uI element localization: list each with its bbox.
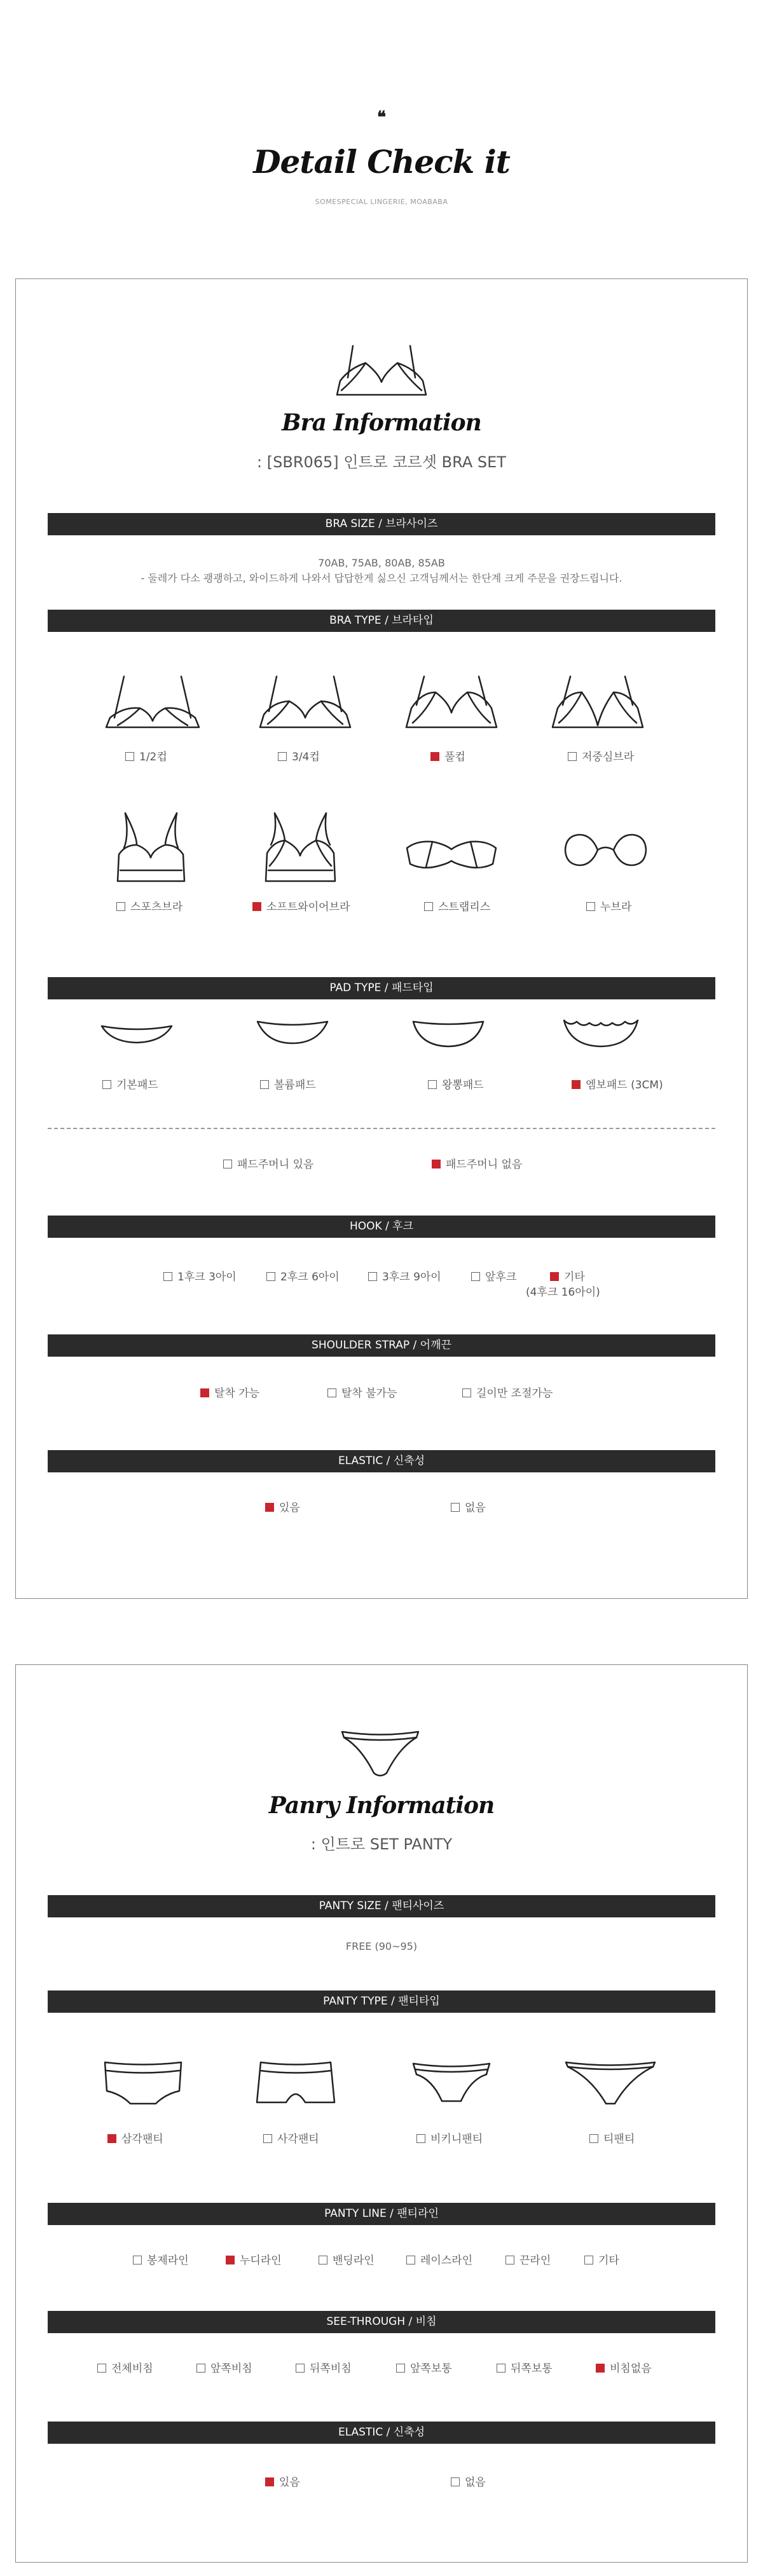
pad-type-option[interactable]: 볼륨패드 bbox=[260, 1079, 316, 1092]
nubra-icon bbox=[563, 831, 649, 869]
see-through-option[interactable]: 전체비침 bbox=[97, 2362, 153, 2375]
bra-type-option[interactable]: 풀컵 bbox=[430, 751, 465, 764]
pad-pocket-option[interactable]: 패드주머니 없음 bbox=[432, 1158, 522, 1171]
pad-type-option[interactable]: 왕뽕패드 bbox=[428, 1079, 484, 1092]
bikini-panty-icon bbox=[410, 2060, 493, 2105]
checkbox[interactable] bbox=[568, 752, 577, 761]
boxer-panty-icon bbox=[254, 2059, 337, 2107]
bra-type-option[interactable]: 스트랩리스 bbox=[424, 901, 490, 914]
panty-line-option[interactable]: 기타 bbox=[584, 2254, 619, 2267]
soft-wire-bra-icon bbox=[261, 810, 340, 883]
three-quarter-cup-bra-icon bbox=[258, 673, 353, 730]
panty-line-option[interactable]: 누디라인 bbox=[226, 2254, 282, 2267]
panty-header-icon bbox=[339, 1729, 422, 1779]
push-up-pad-icon bbox=[410, 1017, 486, 1048]
see-through-option[interactable]: 뒤쪽보통 bbox=[497, 2362, 553, 2375]
checkbox[interactable] bbox=[260, 1080, 269, 1089]
hook-option[interactable]: 앞후크 bbox=[471, 1271, 516, 1284]
checkbox[interactable] bbox=[278, 752, 287, 761]
shoulder-strap-bar: SHOULDER STRAP / 어깨끈 bbox=[48, 1334, 715, 1357]
strap-option[interactable]: 길이만 조절가능 bbox=[462, 1387, 553, 1400]
checkbox[interactable] bbox=[497, 2364, 505, 2373]
panty-type-option[interactable]: 비키니팬티 bbox=[416, 2133, 483, 2146]
checkbox[interactable] bbox=[102, 1080, 111, 1089]
checkbox[interactable] bbox=[406, 2256, 415, 2264]
checkbox[interactable] bbox=[451, 1503, 460, 1512]
panty-type-option[interactable]: 삼각팬티 bbox=[107, 2133, 163, 2146]
see-through-option[interactable]: 뒤쪽비침 bbox=[296, 2362, 352, 2375]
checkbox[interactable] bbox=[424, 902, 433, 911]
volume-pad-icon bbox=[254, 1017, 331, 1045]
checkbox[interactable] bbox=[462, 1388, 471, 1397]
bra-product-name: : [SBR065] 인트로 코르셋 BRA SET bbox=[257, 453, 506, 471]
panty-type-option[interactable]: 티팬티 bbox=[589, 2133, 635, 2146]
checkbox[interactable] bbox=[266, 1272, 275, 1281]
see-through-option[interactable]: 앞쪽보통 bbox=[396, 2362, 452, 2375]
see-through-option[interactable]: 비침없음 bbox=[596, 2362, 652, 2375]
checkbox-checked[interactable] bbox=[200, 1388, 209, 1397]
checkbox[interactable] bbox=[327, 1388, 336, 1397]
checkbox-checked[interactable] bbox=[572, 1080, 581, 1089]
page-subtitle: SOMESPECIAL LINGERIE, MOABABA bbox=[315, 198, 448, 206]
checkbox[interactable] bbox=[471, 1272, 480, 1281]
checkbox[interactable] bbox=[428, 1080, 437, 1089]
sports-bra-icon bbox=[111, 810, 191, 883]
checkbox-checked[interactable] bbox=[107, 2134, 116, 2143]
basic-pad-icon bbox=[99, 1020, 175, 1045]
checkbox[interactable] bbox=[97, 2364, 106, 2373]
elastic-bar: ELASTIC / 신축성 bbox=[48, 1450, 715, 1472]
checkbox[interactable] bbox=[451, 2477, 460, 2486]
panty-line-option[interactable]: 레이스라인 bbox=[406, 2254, 472, 2267]
panty-product-name: : 인트로 SET PANTY bbox=[310, 1835, 453, 1853]
t-back-panty-icon bbox=[563, 2059, 658, 2107]
checkbox[interactable] bbox=[196, 2364, 205, 2373]
panty-line-option[interactable]: 봉제라인 bbox=[133, 2254, 189, 2267]
checkbox-checked[interactable] bbox=[550, 1272, 559, 1281]
panty-information-panel bbox=[15, 1664, 748, 2563]
dashed-divider bbox=[48, 1128, 715, 1129]
bra-type-option[interactable]: 누브라 bbox=[586, 901, 631, 914]
checkbox[interactable] bbox=[586, 902, 595, 911]
strap-option[interactable]: 탈착 가능 bbox=[200, 1387, 259, 1400]
panty-line-bar: PANTY LINE / 팬티라인 bbox=[48, 2203, 715, 2225]
bra-information-panel bbox=[15, 278, 748, 1599]
strap-option[interactable]: 탈착 불가능 bbox=[327, 1387, 397, 1400]
bra-type-option[interactable]: 1/2컵 bbox=[125, 751, 167, 764]
pad-pocket-option[interactable]: 패드주머니 있음 bbox=[223, 1158, 313, 1171]
elastic-option[interactable]: 있음 bbox=[265, 1502, 300, 1514]
hook-extra-note: (4후크 16아이) bbox=[526, 1286, 600, 1299]
pad-type-option[interactable]: 엠보패드 (3CM) bbox=[572, 1079, 663, 1092]
strapless-bra-icon bbox=[404, 835, 499, 870]
hook-option[interactable]: 3후크 9아이 bbox=[368, 1271, 441, 1284]
bra-sizes: 70AB, 75AB, 80AB, 85AB bbox=[318, 557, 445, 569]
checkbox[interactable] bbox=[368, 1272, 377, 1281]
checkbox-checked[interactable] bbox=[432, 1160, 441, 1168]
checkbox[interactable] bbox=[296, 2364, 305, 2373]
low-center-bra-icon bbox=[550, 673, 645, 730]
checkbox[interactable] bbox=[163, 1272, 172, 1281]
panty-type-option[interactable]: 사각팬티 bbox=[263, 2133, 319, 2146]
checkbox[interactable] bbox=[133, 2256, 142, 2264]
bra-type-bar: BRA TYPE / 브라타입 bbox=[48, 610, 715, 632]
bra-size-note: - 둘레가 다소 괭괭하고, 와이드하게 나와서 답답한게 싫으신 고객님께서는 한단계 크게 주문을 권장드립니다. bbox=[141, 572, 622, 584]
see-through-option[interactable]: 앞쪽비침 bbox=[196, 2362, 252, 2375]
hook-option[interactable]: 1후크 3아이 bbox=[163, 1271, 237, 1284]
page-title: Detail Check it bbox=[253, 143, 510, 181]
panty-elastic-option[interactable]: 있음 bbox=[265, 2476, 300, 2489]
checkbox[interactable] bbox=[589, 2134, 598, 2143]
checkbox[interactable] bbox=[319, 2256, 327, 2264]
checkbox[interactable] bbox=[396, 2364, 405, 2373]
see-through-bar: SEE-THROUGH / 비침 bbox=[48, 2311, 715, 2333]
bra-header-icon bbox=[334, 343, 429, 397]
checkbox[interactable] bbox=[223, 1160, 232, 1168]
hook-option[interactable]: 기타 bbox=[550, 1271, 585, 1284]
checkbox[interactable] bbox=[584, 2256, 593, 2264]
embo-pad-icon bbox=[561, 1015, 640, 1048]
panty-line-option[interactable]: 밴딩라인 bbox=[319, 2254, 375, 2267]
checkbox-checked[interactable] bbox=[430, 752, 439, 761]
panty-size-bar: PANTY SIZE / 팬티사이즈 bbox=[48, 1895, 715, 1917]
hook-option[interactable]: 2후크 6아이 bbox=[266, 1271, 340, 1284]
checkbox[interactable] bbox=[505, 2256, 514, 2264]
checkbox-checked[interactable] bbox=[596, 2364, 605, 2373]
checkbox-checked[interactable] bbox=[226, 2256, 235, 2264]
pad-type-option[interactable]: 기본패드 bbox=[102, 1079, 158, 1092]
panty-elastic-option[interactable]: 없음 bbox=[451, 2476, 486, 2489]
bra-type-option[interactable]: 3/4컵 bbox=[278, 751, 320, 764]
bra-type-option[interactable]: 스포츠브라 bbox=[116, 901, 182, 914]
bra-type-option[interactable]: 저중심브라 bbox=[568, 751, 634, 764]
elastic-option[interactable]: 없음 bbox=[451, 1502, 486, 1514]
checkbox[interactable] bbox=[116, 902, 125, 911]
pad-type-bar: PAD TYPE / 패드타입 bbox=[48, 977, 715, 999]
panty-line-option[interactable]: 끈라인 bbox=[505, 2254, 551, 2267]
brief-panty-icon bbox=[102, 2059, 184, 2107]
panty-type-bar: PANTY TYPE / 팬티타입 bbox=[48, 1990, 715, 2013]
panty-elastic-bar: ELASTIC / 신축성 bbox=[48, 2422, 715, 2444]
checkbox-checked[interactable] bbox=[265, 2477, 274, 2486]
hook-bar: HOOK / 후크 bbox=[48, 1216, 715, 1238]
bra-type-option[interactable]: 소프트와이어브라 bbox=[252, 901, 350, 914]
full-cup-bra-icon bbox=[404, 673, 499, 730]
panty-info-title: Panry Information bbox=[268, 1792, 495, 1819]
panty-size: FREE (90~95) bbox=[345, 1940, 418, 1952]
checkbox[interactable] bbox=[263, 2134, 272, 2143]
checkbox[interactable] bbox=[125, 752, 134, 761]
checkbox-checked[interactable] bbox=[265, 1503, 274, 1512]
bra-size-bar: BRA SIZE / 브라사이즈 bbox=[48, 513, 715, 535]
checkbox-checked[interactable] bbox=[252, 902, 261, 911]
quote-mark: ❝ bbox=[377, 108, 386, 127]
checkbox[interactable] bbox=[416, 2134, 425, 2143]
bra-info-title: Bra Information bbox=[282, 409, 481, 436]
half-cup-bra-icon bbox=[105, 673, 200, 730]
